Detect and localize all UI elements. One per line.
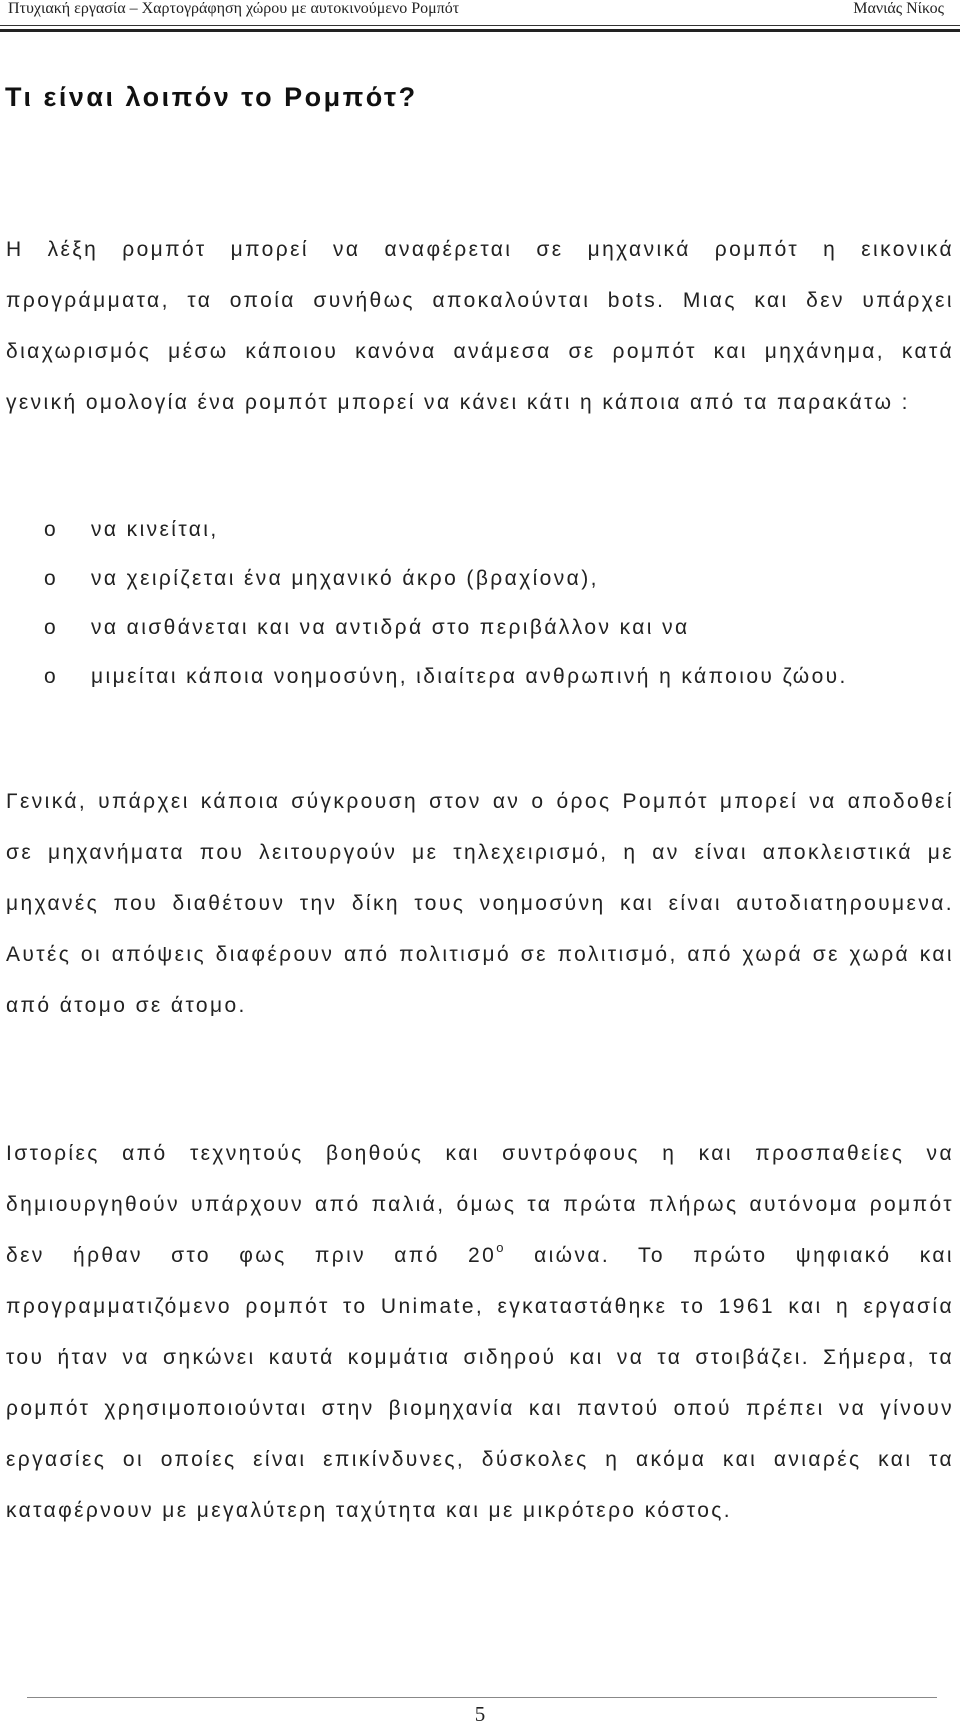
section-heading: Τι είναι λοιπόν το Ρομπότ? bbox=[5, 82, 418, 112]
header-rule bbox=[0, 25, 960, 26]
bullet-marker: o bbox=[44, 665, 59, 688]
bullet-marker: o bbox=[44, 518, 59, 541]
paragraph-history-text-end: αιώνα. Το πρώτο ψηφιακό και προγραμματιζόμενο ρομπότ το Unimate, εγκαταστάθηκε το 1961 και η εργασία του ήταν να σηκώνει καυτά κομμάτια σιδηρού και να τα στοιβάζει. Σήμερα, τα ρομπότ χρησιμοποιούνται στην βιομηχανία και παντού οπού πρέπει να γίνουν εργασίες οι οποίες είναι επικίνδυνες, δύσκολες η ακόμα και ανιαρές και τα καταφέρνουν με μεγαλύτερη ταχύτητα και με μικρότερο κόστος. bbox=[6, 1244, 954, 1522]
list-item-text: μιμείται κάποια νοημοσύνη, ιδιαίτερα ανθρωπινή η κάποιου ζώου. bbox=[91, 665, 848, 688]
capabilities-list bbox=[0, 505, 960, 701]
paragraph-history-text-start: Ιστορίες από τεχνητούς βοηθούς και συντρόφους η και προσπαθείες να δημιουργηθούν υπάρχουν από παλιά, όμως τα πρώτα πλήρως αυτόνομα ρομπότ δεν ήρθαν στο φως πριν από 20 bbox=[6, 1142, 954, 1267]
paragraph-history bbox=[6, 1128, 954, 1536]
list-item bbox=[0, 554, 951, 603]
bullet-marker: o bbox=[44, 567, 59, 590]
list-item bbox=[0, 603, 951, 652]
running-header bbox=[8, 0, 952, 22]
header-rule-thick bbox=[0, 29, 960, 32]
list-item-text: να κινείται, bbox=[91, 518, 219, 541]
bullet-marker: o bbox=[44, 616, 59, 639]
list-item-text: να αισθάνεται και να αντιδρά στο περιβάλλον και να bbox=[91, 616, 690, 639]
list-item bbox=[0, 652, 951, 701]
footer-rule bbox=[27, 1697, 937, 1698]
ordinal-superscript: ο bbox=[496, 1240, 506, 1255]
paragraph-conflict: Γενικά, υπάρχει κάποια σύγκρουση στον αν ο όρος Ρομπότ μπορεί να αποδοθεί σε μηχανήματα που λειτουργούν με τηλεχειρισμό, η αν είναι αποκλειστικά με μηχανές που διαθέτουν την δίκη τους νοημοσύνη και είναι αυτοδιατηρουμενα. Αυτές οι απόψεις διαφέρουν από πολιτισμό σε πολιτισμό, από χωρά σε χωρά και από άτομο σε άτομο. bbox=[6, 790, 954, 1017]
list-item-text: να χειρίζεται ένα μηχανικό άκρο (βραχίονα), bbox=[91, 567, 599, 590]
page-number: 5 bbox=[474, 1702, 486, 1726]
header-author: Μανιάς Νίκος bbox=[853, 0, 944, 17]
header-title: Πτυχιακή εργασία – Χαρτογράφηση χώρου με αυτοκινούμενο Ρομπότ bbox=[8, 0, 460, 17]
list-item bbox=[0, 505, 951, 554]
paragraph-definition: Η λέξη ρομπότ μπορεί να αναφέρεται σε μηχανικά ρομπότ η εικονικά προγράμματα, τα οποία συνήθως αποκαλούνται bots. Μιας και δεν υπάρχει διαχωρισμός μέσω κάποιου κανόνα ανάμεσα σε ρομπότ και μηχάνημα, κατά γενική ομολογία ένα ρομπότ μπορεί να κάνει κάτι η κάποια από τα παρακάτω : bbox=[6, 238, 954, 414]
